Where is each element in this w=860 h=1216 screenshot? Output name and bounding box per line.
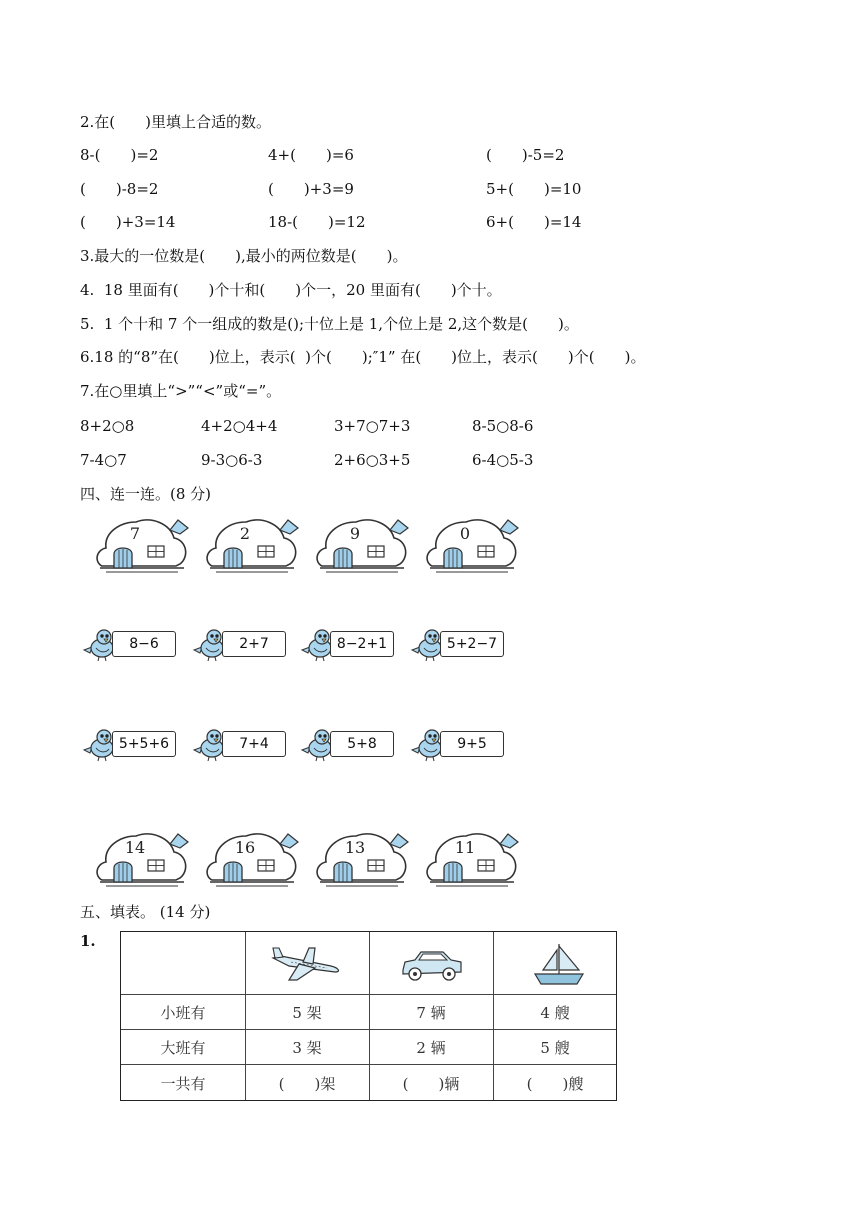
q2-r2c3: 5+( )=10 (486, 180, 582, 198)
answer-cell[interactable]: ( )辆 (402, 1075, 460, 1093)
house-number: 16 (234, 838, 256, 857)
expression-box: 9+5 (440, 731, 504, 757)
house-16[interactable] (202, 826, 302, 892)
section4-title: 四、连一连。(8 分) (80, 485, 212, 503)
row-label: 小班有 (160, 1004, 206, 1022)
q7-r2c3: 2+6○3+5 (334, 451, 411, 469)
q7-r1c2: 4+2○4+4 (201, 417, 278, 435)
house-icon (312, 512, 412, 578)
expression-box: 5+2−7 (440, 631, 504, 657)
bird-expression[interactable] (300, 628, 396, 662)
expression-box: 5+8 (330, 731, 394, 757)
house-number: 2 (239, 524, 251, 543)
car-icon (399, 946, 465, 984)
fill-table (120, 931, 617, 1101)
house-icon (312, 826, 412, 892)
bird-expression[interactable] (82, 728, 178, 762)
answer-cell[interactable]: ( )艘 (526, 1075, 584, 1093)
house-number: 0 (459, 524, 471, 543)
q2-r3c3: 6+( )=14 (486, 213, 582, 231)
item-number: 1. (80, 932, 96, 950)
house-icon (422, 826, 522, 892)
house-14[interactable] (92, 826, 192, 892)
q2-r1c1: 8-( )=2 (80, 146, 159, 164)
q7-r2c4: 6-4○5-3 (472, 451, 534, 469)
row-label: 一共有 (160, 1075, 206, 1093)
answer-cell[interactable]: ( )架 (278, 1075, 336, 1093)
house-2[interactable] (202, 512, 302, 578)
section5-title: 五、填表。 (14 分) (80, 903, 211, 921)
boat-icon (531, 940, 587, 988)
house-icon (202, 826, 302, 892)
table-divider (121, 994, 616, 995)
bird-expression[interactable] (192, 728, 288, 762)
q7-r2c2: 9-3○6-3 (201, 451, 263, 469)
house-7[interactable] (92, 512, 192, 578)
q2-r1c2: 4+( )=6 (268, 146, 354, 164)
house-icon (422, 512, 522, 578)
expression-box: 2+7 (222, 631, 286, 657)
table-cell: 4 艘 (540, 1004, 570, 1022)
q2-r2c2: ( )+3=9 (268, 180, 354, 198)
house-icon (202, 512, 302, 578)
house-13[interactable] (312, 826, 412, 892)
q3: 3.最大的一位数是( ),最小的两位数是( )。 (80, 247, 408, 265)
house-number: 9 (349, 524, 361, 543)
bird-expression[interactable] (300, 728, 396, 762)
house-number: 13 (344, 838, 366, 857)
house-number: 11 (454, 838, 476, 857)
q2-r3c1: ( )+3=14 (80, 213, 176, 231)
q7-r1c1: 8+2○8 (80, 417, 135, 435)
table-cell: 5 架 (292, 1004, 322, 1022)
table-cell: 3 架 (292, 1039, 322, 1057)
expression-box: 5+5+6 (112, 731, 176, 757)
plane-icon (269, 944, 345, 984)
expression-box: 7+4 (222, 731, 286, 757)
q7-r2c1: 7-4○7 (80, 451, 127, 469)
q7-title: 7.在○里填上“>”“<”或“=”。 (80, 382, 282, 400)
house-icon (92, 512, 192, 578)
q2-r1c3: ( )-5=2 (486, 146, 565, 164)
table-cell: 7 辆 (416, 1004, 446, 1022)
bird-expression[interactable] (410, 728, 506, 762)
table-divider (121, 1064, 616, 1065)
q5: 5. 1 个十和 7 个一组成的数是();十位上是 1,个位上是 2,这个数是( )。 (80, 315, 579, 333)
house-number: 14 (124, 838, 146, 857)
table-cell: 5 艘 (540, 1039, 570, 1057)
q7-r1c4: 8-5○8-6 (472, 417, 534, 435)
q7-r1c3: 3+7○7+3 (334, 417, 411, 435)
expression-box: 8−6 (112, 631, 176, 657)
expression-box: 8−2+1 (330, 631, 394, 657)
bird-expression[interactable] (192, 628, 288, 662)
bird-expression[interactable] (410, 628, 506, 662)
row-label: 大班有 (160, 1039, 206, 1057)
bird-expression[interactable] (82, 628, 178, 662)
house-11[interactable] (422, 826, 522, 892)
house-0[interactable] (422, 512, 522, 578)
q6: 6.18 的“8”在( )位上，表示( )个( );″1” 在( )位上，表示( )个( )。 (80, 348, 646, 366)
q2-r3c2: 18-( )=12 (268, 213, 366, 231)
q2-title: 2.在( )里填上合适的数。 (80, 113, 272, 131)
house-number: 7 (129, 524, 141, 543)
q2-r2c1: ( )-8=2 (80, 180, 159, 198)
table-divider (121, 1029, 616, 1030)
house-icon (92, 826, 192, 892)
house-9[interactable] (312, 512, 412, 578)
q4: 4. 18 里面有( )个十和( )个一，20 里面有( )个十。 (80, 281, 502, 299)
table-cell: 2 辆 (416, 1039, 446, 1057)
